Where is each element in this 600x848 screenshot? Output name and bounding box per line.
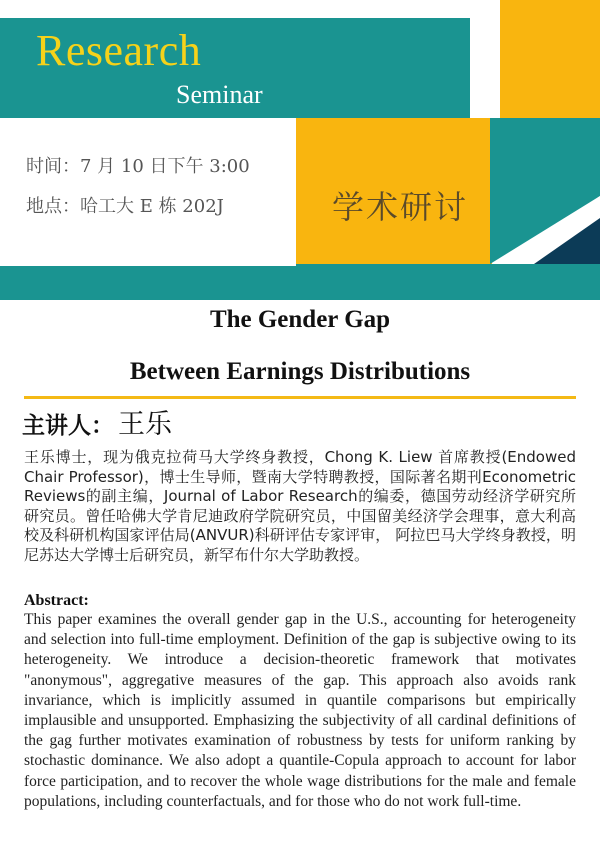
header-subtitle: Seminar: [176, 80, 263, 109]
header-yellow-block: [500, 0, 600, 118]
speaker-line: [22, 402, 172, 441]
header-bottom-teal-band: [0, 264, 600, 300]
speaker-label: 主讲人：: [22, 413, 114, 439]
title-divider: [24, 396, 576, 399]
speaker-name: 王乐: [118, 409, 172, 440]
cn-seminar-title: 学术研讨: [332, 188, 469, 226]
decorative-triangles: [490, 118, 600, 264]
speaker-bio: 王乐博士，现为俄克拉荷马大学终身教授，Chong K. Liew 首席教授(Endowed Chair Professor)，博士生导师，暨南大学特聘教授，国际著名期刊Econometric Reviews的副主编，Journal of Labor Research的编委，德国劳动经济学研究所研究员。曾任哈佛大学肯尼迪政府学院研究员，中国留美经济学会理事，意大利高校及科研机构国家评估局(ANVUR)科研评估专家评审， 阿拉巴马大学终身教授，明尼苏达大学博士后研究员，新罕布什尔大学助教授。: [24, 448, 576, 564]
talk-title-line1: The Gender Gap: [209, 306, 391, 333]
abstract-label: Abstract:: [24, 592, 89, 609]
talk-title-line2: Between Earnings Distributions: [129, 358, 471, 385]
event-location: 地点：哈工大 E 栋 202J: [26, 196, 224, 217]
abstract-text: This paper examines the overall gender gap in the U.S., accounting for heterogeneity and selection into full-time employment. Definition of the gap is subjective owing to its heterogeneity. We introduce a decision-theoretic framework that motivates "anonymous", aggregative measures of the gap. This approach also avoids rank invariance, which is implicitly assumed in quantile comparisons but empirically implausible and unsupported. Emphasizing the subjectivity of all cardinal definitions of the gag further motivates examination of robustness by tests for uniform ranking by stochastic dominance. We also adopt a quantile-Copula approach to account for labor force participation, and to recover the whole wage distributions for the male and female populations, including counterfactuals, and for those who do not work full-time.: [24, 611, 576, 810]
event-time: 时间：7 月 10 日下午 3:00: [26, 156, 250, 177]
header-title: Research: [36, 26, 202, 75]
